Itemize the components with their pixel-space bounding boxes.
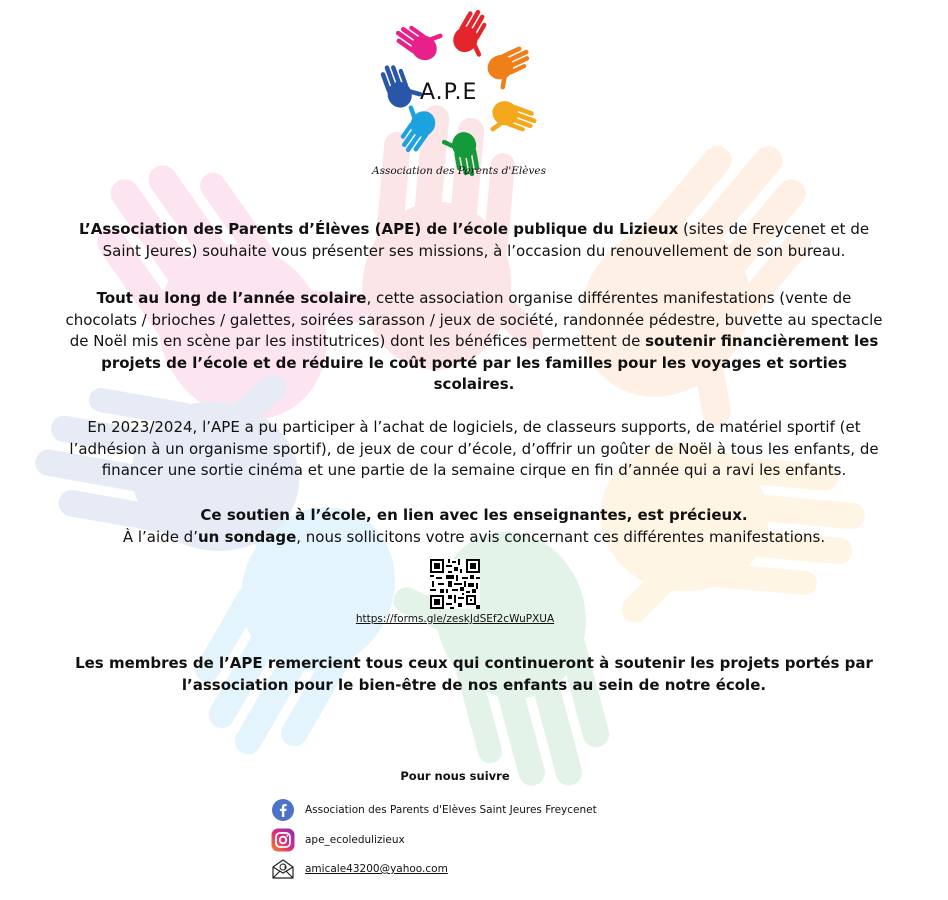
survey-suffix: , nous sollicitons votre avis concernant ces différentes manifestations. xyxy=(296,527,826,546)
thanks-paragraph: Les membres de l’APE remercient tous ceux qui continueront à soutenir les projets portés par l’association pour le bien-être de nos enfants au sein de notre école. xyxy=(75,654,873,694)
instagram-icon xyxy=(270,828,296,852)
survey-strong: un sondage xyxy=(197,527,297,546)
hand-cyan-icon xyxy=(386,100,440,157)
intro-rest: (sites de Freycenet et de Saint Jeures) souhaite vous présenter ses missions, à l’occasion du renouvellement de son bureau. xyxy=(102,220,870,260)
hand-orange-icon xyxy=(484,43,539,93)
activities-middle: , cette association organise différentes manifestations (vente de chocolats / brioches / galettes, soirées sarasson / jeux de société, randonnée pédestre, buvette au spectacle de Noël mis en scène par les institutrices) dont les bénéfices permettent de xyxy=(65,289,883,350)
facebook-contact[interactable] xyxy=(270,798,597,822)
intro-paragraph xyxy=(60,219,888,262)
survey-link[interactable]: https://forms.gle/zeskJdSEf2cWuPXUA xyxy=(355,613,555,625)
facebook-icon xyxy=(270,798,296,822)
activities-strong-start: Tout au long de l’année scolaire xyxy=(96,289,367,307)
activities-paragraph xyxy=(60,288,888,396)
facebook-label: Association des Parents d'Elèves Saint Jeures Freycenet xyxy=(305,804,597,816)
email-icon xyxy=(270,857,296,881)
support-strong-line: Ce soutien à l’école, en lien avec les enseignantes, est précieux. xyxy=(200,506,748,524)
activities-strong-end: soutenir financièrement les projets de l’école et de réduire le coût porté par les familles pour les voyages et sorties scolaires. xyxy=(101,332,879,393)
email-label[interactable]: amicale43200@yahoo.com xyxy=(305,863,448,875)
instagram-contact[interactable] xyxy=(270,828,405,852)
hand-red-icon xyxy=(449,10,501,62)
logo-subtitle: Association des Parents d'Elèves xyxy=(371,165,546,177)
hand-blue-icon xyxy=(377,57,425,111)
hand-pink-icon xyxy=(391,11,448,65)
hand-yellow-icon xyxy=(485,98,539,146)
support-paragraph xyxy=(60,505,888,548)
logo-title: A.P.E xyxy=(420,80,478,105)
intro-strong: L’Association des Parents d’Élèves (APE) de l’école publique du Lizieux xyxy=(78,220,679,238)
year-report-paragraph: En 2023/2024, l’APE a pu participer à l’achat de logiciels, de classeurs supports, de matériel sportif (et l’adhésion à un organisme sportif), de jeux de cour d’école, d’offrir un goûter de Noël à tous les enfants, de financer une sortie cinéma et une partie de la semaine cirque en fin d’année qui a ravi les enfants. xyxy=(69,418,879,479)
follow-title: Pour nous suivre xyxy=(400,769,510,783)
email-contact[interactable] xyxy=(270,857,448,881)
instagram-label: ape_ecoledulizieux xyxy=(305,834,405,846)
survey-prefix: À l’aide d’ xyxy=(122,527,198,546)
qr-code-icon[interactable] xyxy=(430,559,480,609)
